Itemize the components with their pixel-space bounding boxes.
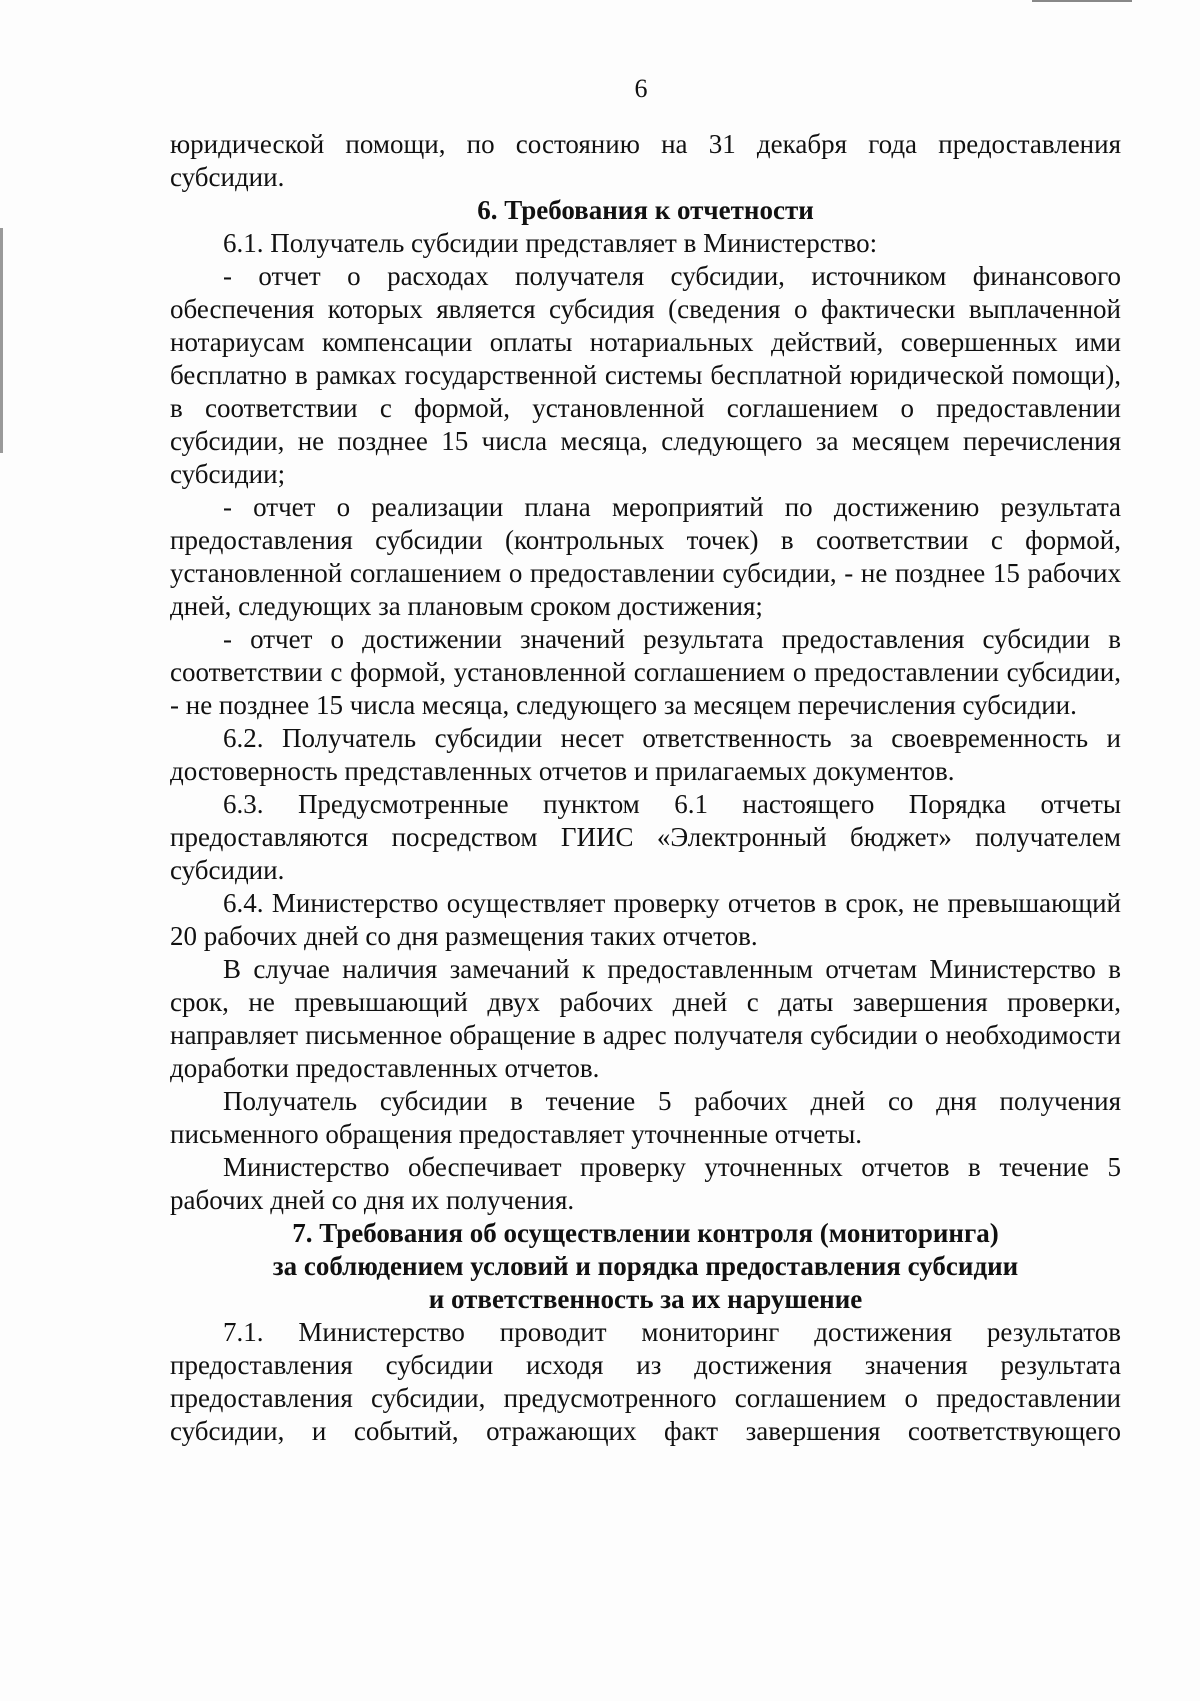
paragraph-6-4: 6.4. Министерство осуществляет проверку отчетов в срок, не превышающий 20 рабочих дней со дня размещения таких отчетов.	[170, 888, 1121, 951]
paragraph-6-1-item-1: - отчет о расходах получателя субсидии, источником финансового обеспечения которых является субсидия (сведения о фактически выплаченной нотариусам компенсации оплаты нотариальных действий, совершенных ими бесплатно в рамках государственной системы бесплатной юридической помощи), в соответствии с формой, установленной соглашением о предоставлении субсидии, не позднее 15 числа месяца, следующего за месяцем перечисления субсидии;	[170, 261, 1121, 489]
paragraph-6-1: 6.1. Получатель субсидии представляет в Министерство:	[223, 228, 878, 258]
paragraph-6-4-recheck: Министерство обеспечивает проверку уточненных отчетов в течение 5 рабочих дней со дня их получения.	[170, 1152, 1121, 1215]
page-number: 6	[634, 74, 648, 103]
section-7-title-line-1: 7. Требования об осуществлении контроля (мониторинга)	[292, 1218, 999, 1248]
section-7-title-line-2: за соблюдением условий и порядка предоставления субсидии	[272, 1251, 1019, 1281]
paragraph-6-1-item-3: - отчет о достижении значений результата предоставления субсидии в соответствии с формой, установленной соглашением о предоставлении субсидии, - не позднее 15 числа месяца, следующего за месяцем перечисления субсидии.	[170, 624, 1121, 720]
paragraph-6-1-item-2: - отчет о реализации плана мероприятий по достижению результата предоставления субсидии (контрольных точек) в соответствии с формой, установленной соглашением о предоставлении субсидии, - не позднее 15 рабочих дней, следующих за плановым сроком достижения;	[170, 492, 1121, 621]
paragraph-6-2: 6.2. Получатель субсидии несет ответственность за своевременность и достоверность представленных отчетов и прилагаемых документов.	[170, 723, 1121, 786]
section-6-title: 6. Требования к отчетности	[477, 195, 814, 225]
paragraph-7-1: 7.1. Министерство проводит мониторинг достижения результатов предоставления субсидии исходя из достижения значения результата предоставления субсидии, предусмотренного соглашением о предоставлении субсидии, и событий, отражающих факт завершения соответствующего	[170, 1317, 1121, 1446]
paragraph-6-4-resubmission: Получатель субсидии в течение 5 рабочих дней со дня получения письменного обращения предоставляет уточненные отчеты.	[170, 1086, 1121, 1149]
scan-edge-mark	[0, 228, 3, 453]
section-7-title-line-3: и ответственность за их нарушение	[428, 1284, 863, 1314]
paragraph-intro: юридической помощи, по состоянию на 31 декабря года предоставления субсидии.	[170, 129, 1121, 192]
document-body	[170, 128, 1121, 1448]
paragraph-6-4-remarks: В случае наличия замечаний к предоставленным отчетам Министерство в срок, не превышающий двух рабочих дней с даты завершения проверки, направляет письменное обращение в адрес получателя субсидии о необходимости доработки предоставленных отчетов.	[170, 954, 1121, 1083]
paragraph-6-3: 6.3. Предусмотренные пунктом 6.1 настоящего Порядка отчеты предоставляются посредством ГИИС «Электронный бюджет» получателем субсидии.	[170, 789, 1121, 885]
section-7-title	[170, 1217, 1121, 1316]
scan-top-mark	[1032, 0, 1132, 2]
